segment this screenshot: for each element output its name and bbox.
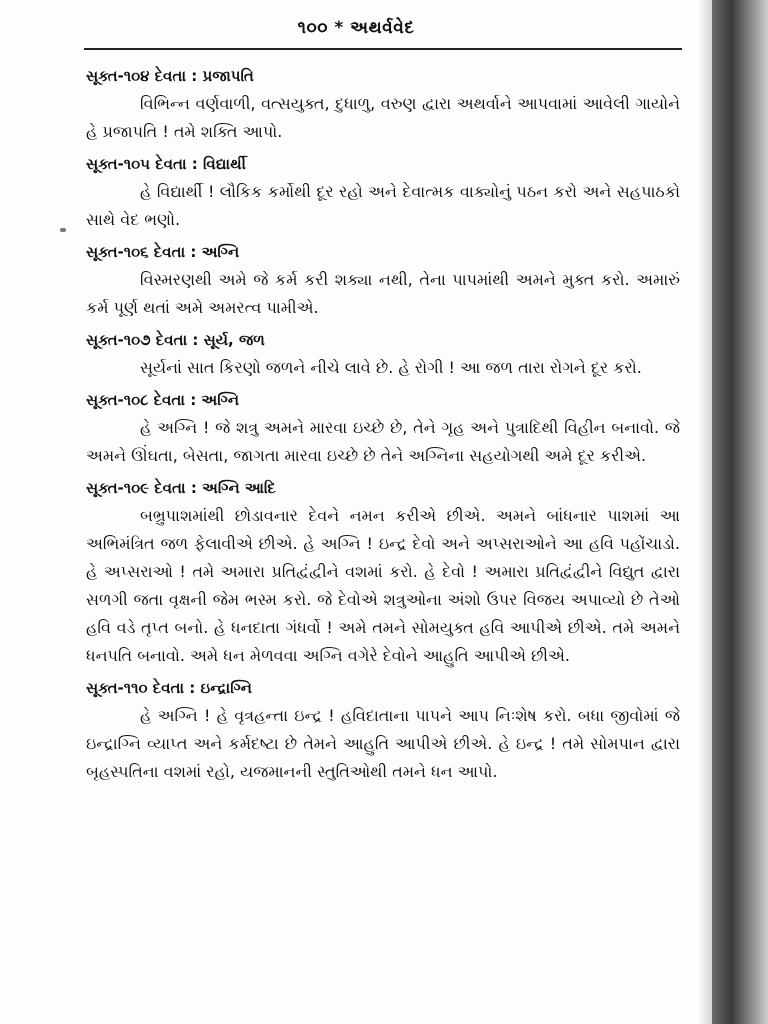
sukta-heading: સૂક્ત-૧૦૫ દેવતા : વિદ્યાર્થી <box>86 155 246 173</box>
sukta-text: હે અગ્નિ ! હે વૃત્રહન્તા ઇન્દ્ર ! હવિદાતાના પાપને આપ નિઃશેષ કરો. બધા જીવોમાં જે ઇન્દ્રાગ્નિ વ્યાપ્ત અને કર્મદષ્ટા છે તેમને આહુતિ આપીએ છીએ. હે ઇન્દ્ર ! તમે સોમપાન દ્વારા બૃહસ્પતિના વશમાં રહો, યજમાનની સ્તુતિઓથી તમને ધન આપો. <box>86 706 680 781</box>
sukta-heading: સૂક્ત-૧૦૭ દેવતા : સૂર્ય, જળ <box>86 331 265 349</box>
page-header: ૧૦૦ * અથર્વવેદ <box>297 18 415 38</box>
sukta-text: વિસ્મરણથી અમે જે કર્મ કરી શક્યા નથી, તેના પાપમાંથી અમને મુક્ત કરો. અમારું કર્મ પૂર્ણ થતાં અમે અમરત્વ પામીએ. <box>86 270 680 317</box>
sukta-heading: સૂક્ત-૧૦૬ દેવતા : અગ્નિ <box>86 243 240 261</box>
sukta-heading: સૂક્ત-૧૦૪ દેવતા : પ્રજાપતિ <box>86 67 254 85</box>
sukta-105 <box>86 150 680 234</box>
sukta-text: હે અગ્નિ ! જે શત્રુ અમને મારવા ઇચ્છે છે, તેને ગૃહ અને પુત્રાદિથી વિહીન બનાવો. જે અમને ઊંઘતા, બેસતા, જાગતા મારવા ઇચ્છે છે તેને અગ્નિના સહયોગથી અમે દૂર કરીએ. <box>86 418 680 465</box>
sukta-109 <box>86 474 680 670</box>
sukta-108 <box>86 386 680 470</box>
page-content <box>86 62 680 790</box>
header-rule <box>84 48 682 50</box>
sukta-heading: સૂક્ત-૧૦૯ દેવતા : અગ્નિ આદિ <box>86 479 276 497</box>
sukta-heading: સૂક્ત-૧૦૮ દેવતા : અગ્નિ <box>86 391 239 409</box>
sukta-106 <box>86 238 680 322</box>
sukta-text: બભ્રુપાશમાંથી છોડાવનાર દેવને નમન કરીએ છીએ. અમને બાંધનાર પાશમાં આ અભિમંત્રિત જળ ફેલાવીએ છીએ. હે અગ્નિ ! ઇન્દ્ર દેવો અને અપ્સરાઓને આ હવિ પહોંચાડો. હે અપ્સરાઓ ! તમે અમારા પ્રતિદ્વંદ્વીને વશમાં કરો. હે દેવો ! અમારા પ્રતિદ્વંદ્વીને વિદ્યુત દ્વારા સળગી જતા વૃક્ષની જેમ ભસ્મ કરો. જે દેવોએ શત્રુઓના અંશો ઉપર વિજય અપાવ્યો છે તેઓ હવિ વડે તૃપ્ત બનો. હે ધનદાતા ગંધર્વો ! અમે તમને સોમયુક્ત હવિ આપીએ છીએ. તમે અમને ધનપતિ બનાવો. અમે ધન મેળવવા અગ્નિ વગેરે દેવોને આહુતિ આપીએ છીએ. <box>86 506 680 665</box>
sukta-text: સૂર્યનાં સાત કિરણો જળને નીચે લાવે છે. હે રોગી ! આ જળ તારા રોગને દૂર કરો. <box>140 358 642 377</box>
sukta-104 <box>86 62 680 146</box>
sukta-text: વિભિન્ન વર્ણવાળી, વત્સયુક્ત, દુધાળુ, વરુણ દ્વારા અથર્વાને આપવામાં આવેલી ગાયોને હે પ્રજાપતિ ! તમે શક્તિ આપો. <box>86 94 680 141</box>
sukta-107 <box>86 326 680 382</box>
sukta-text: હે વિદ્યાર્થી ! લૌકિક કર્મોથી દૂર રહો અને દેવાત્મક વાક્યોનું પઠન કરો અને સહપાઠકો સાથે વેદ ભણો. <box>86 182 680 229</box>
book-spine <box>712 0 768 1024</box>
sukta-110 <box>86 674 680 786</box>
scan-speck <box>60 228 66 232</box>
sukta-heading: સૂક્ત-૧૧૦ દેવતા : ઇન્દ્રાગ્નિ <box>86 679 252 697</box>
